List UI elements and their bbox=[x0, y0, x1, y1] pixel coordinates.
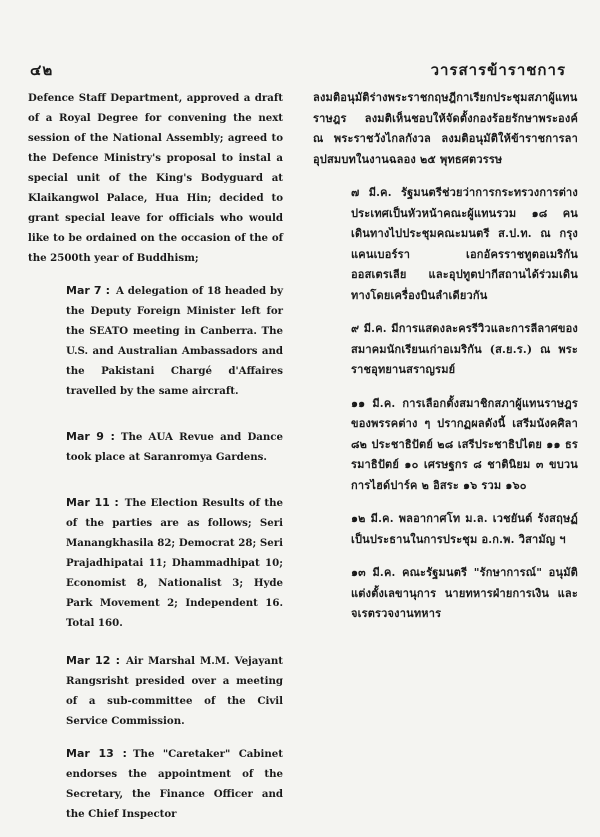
entry-mar-12 bbox=[28, 651, 283, 731]
entry-date: Mar 11 : bbox=[66, 496, 119, 509]
entry-mar-11 bbox=[28, 493, 283, 633]
page-number: ๔๒ bbox=[30, 61, 54, 79]
entry-date: Mar 12 : bbox=[66, 654, 121, 667]
entry-mar-9 bbox=[28, 427, 283, 467]
entry-mar-7 bbox=[28, 281, 283, 401]
entry-date: Mar 9 : bbox=[66, 430, 115, 443]
entry-text: A delegation of 18 headed by the Deputy Foreign Minister left for the SEATO meeting in Canberra. The U.S. and Australian Ambassadors and the Pakistani Chargé d'Affaires travelled by the same aircraft. bbox=[66, 285, 283, 397]
entry-text: The Election Results of the of the parties are as follows; Seri Manangkhasila 82; Democrat 28; Seri Prajadhipatai 11; Dhammadhipat 10; Economist 8, Nationalist 3; Hyde Park Movement 2; Independent 16. Total 160. bbox=[66, 497, 283, 629]
entry-thai-mar-9: ๙ มี.ค. มีการแสดงละครรีวิวและการลีลาศของสมาคมนักเรียนเก่าอเมริกัน (ส.ย.ร.) ณ พระราชอุทยานสราญรมย์ bbox=[351, 322, 578, 376]
entry-text: The AUA Revue and Dance took place at Saranromya Gardens. bbox=[66, 431, 283, 463]
entry-thai-mar-13: ๑๓ มี.ค. คณะรัฐมนตรี "รักษาการณ์" อนุมัติแต่งตั้งเลขานุการ นายทหารฝ่ายการเงิน และจเรตรวจงานทหาร bbox=[351, 566, 578, 620]
entry-thai-mar-12: ๑๒ มี.ค. พลอากาศโท ม.ล. เวชยันต์ รังสฤษฏ์ เป็นประธานในการประชุม อ.ก.พ. วิสามัญ ฯ bbox=[351, 512, 578, 546]
thai-column bbox=[313, 88, 578, 819]
paragraph-cabinet-decisions-thai: ลงมติอนุมัติร่างพระราชกฤษฎีกาเรียกประชุมสภาผู้แทนราษฎร ลงมติเห็นชอบให้จัดตั้งกองร้อยรักษาพระองค์ ณ พระราชวังไกลกังวล ลงมติอนุมัติให้ข้าราชการลาอุปสมบทในงานฉลอง ๒๕ พุทธศตวรรษ bbox=[313, 91, 578, 166]
entry-text: Air Marshal M.M. Vejayant Rangsrisht presided over a meeting of a sub-committee of the Civil Service Commission. bbox=[66, 655, 283, 727]
journal-title: วารสารข้าราชการ bbox=[430, 61, 566, 79]
entry-text: The "Caretaker" Cabinet endorses the appointment of the Secretary, the Finance Officer and the Chief Inspector bbox=[66, 748, 283, 820]
entry-mar-13 bbox=[28, 744, 283, 824]
english-column bbox=[28, 88, 283, 819]
entry-thai-mar-11: ๑๑ มี.ค. การเลือกตั้งสมาชิกสภาผู้แทนราษฎรของพรรคต่าง ๆ ปรากฏผลดังนี้ เสรีมนังคศิลา ๘๒ ประชาธิปัตย์ ๒๘ เสรีประชาธิปไตย ๑๑ ธรรมาธิปัตย์ ๑๐ เศรษฐกร ๘ ชาตินิยม ๓ ขบวนการไฮด์ปาร์ค ๒ อิสระ ๑๖ รวม ๑๖๐ bbox=[351, 396, 578, 492]
paragraph-cabinet-decisions: Defence Staff Department, approved a draft of a Royal Degree for convening the next session of the National Assembly; agreed to the Defence Ministry's proposal to instal a special unit of the King's Bodyguard at Klaikangwol Palace, Hua Hin; decided to grant special leave for officials who would like to be ordained on the occasion of the of the 2500th year of Buddhism; bbox=[28, 92, 283, 264]
entry-thai-mar-7: ๗ มี.ค. รัฐมนตรีช่วยว่าการกระทรวงการต่างประเทศเป็นหัวหน้าคณะผู้แทนรวม ๑๘ คน เดินทางไปประชุมคณะมนตรี ส.ป.ท. ณ กรุงแคนเบอร์รา เอกอัครราชทูตอเมริกัน ออสเตรเลีย และอุปทูตปากีสถานได้ร่วมเดินทางโดยเครื่องบินลำเดียวกัน bbox=[351, 186, 578, 302]
entry-date: Mar 13 : bbox=[66, 747, 127, 760]
entry-date: Mar 7 : bbox=[66, 284, 111, 297]
